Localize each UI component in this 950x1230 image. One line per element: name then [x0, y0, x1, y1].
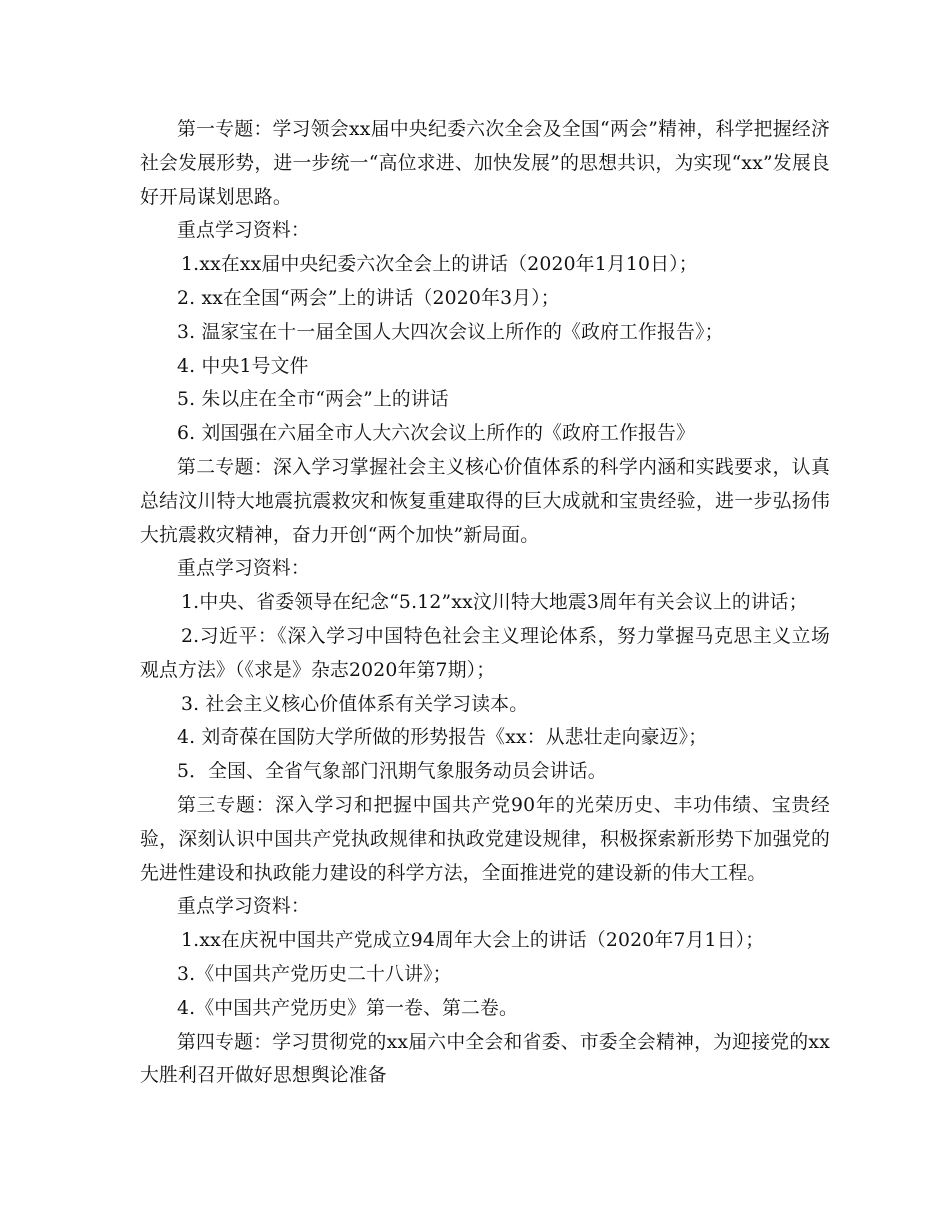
topic-4-paragraph: 第四专题：学习贯彻党的xx届六中全会和省委、市委全会精神，为迎接党的xx大胜利召开做好思想舆论准备	[140, 1031, 830, 1087]
document-body	[140, 113, 830, 1093]
topic-1-material-4: 4. 中央1号文件	[177, 355, 309, 377]
topic-3-paragraph: 第三专题：深入学习和把握中国共产党90年的光荣历史、丰功伟绩、宝贵经验，深刻认识中国共产党执政规律和执政党建设规律，积极探索新形势下加强党的先进性建设和执政能力建设的科学方法，全面推进党的建设新的伟大工程。	[140, 794, 830, 884]
topic-2-material-1: 1.中央、省委领导在纪念“5.12”xx汶川特大地震3周年有关会议上的讲话；	[181, 592, 808, 614]
topic-1-materials-heading: 重点学习资料：	[177, 220, 310, 242]
topic-2-material-5: 5．全国、全省气象部门汛期气象服务动员会讲话。	[177, 761, 607, 783]
topic-3-material-1: 1.xx在庆祝中国共产党成立94周年大会上的讲话（2020年7月1日）；	[181, 930, 765, 952]
topic-2-material-2: 2.习近平：《深入学习中国特色社会主义理论体系，努力掌握马克思主义立场观点方法》（《求是》杂志2020年第7期）；	[140, 625, 830, 681]
topic-2-material-4: 4. 刘奇葆在国防大学所做的形势报告《xx：从悲壮走向豪迈》；	[177, 727, 708, 749]
topic-3-materials-heading: 重点学习资料：	[177, 896, 310, 918]
topic-1-paragraph: 第一专题：学习领会xx届中央纪委六次全会及全国“两会”精神，科学把握经济社会发展形势，进一步统一“高位求进、加快发展”的思想共识，为实现“xx”发展良好开局谋划思路。	[140, 119, 830, 208]
topic-3-material-3: 3.《中国共产党历史二十八讲》；	[177, 963, 452, 985]
topic-2-material-3: 3. 社会主义核心价值体系有关学习读本。	[181, 693, 529, 715]
topic-1-material-5: 5. 朱以庄在全市“两会”上的讲话	[177, 389, 449, 411]
topic-1-material-6: 6. 刘国强在六届全市人大六次会议上所作的《政府工作报告》	[177, 423, 696, 445]
topic-1-material-1: 1.xx在xx届中央纪委六次全会上的讲话（2020年1月10日）；	[181, 254, 698, 276]
topic-3-material-4: 4.《中国共产党历史》第一卷、第二卷。	[177, 997, 518, 1019]
topic-2-paragraph: 第二专题：深入学习掌握社会主义核心价值体系的科学内涵和实践要求，认真总结汶川特大地震抗震救灾和恢复重建取得的巨大成就和宝贵经验，进一步弘扬伟大抗震救灾精神，奋力开创“两个加快”新局面。	[140, 456, 830, 546]
topic-2-materials-heading: 重点学习资料：	[177, 558, 310, 580]
topic-1-material-3: 3. 温家宝在十一届全国人大四次会议上所作的《政府工作报告》；	[177, 321, 724, 343]
topic-1-material-2: 2. xx在全国“两会”上的讲话（2020年3月）；	[177, 287, 560, 309]
